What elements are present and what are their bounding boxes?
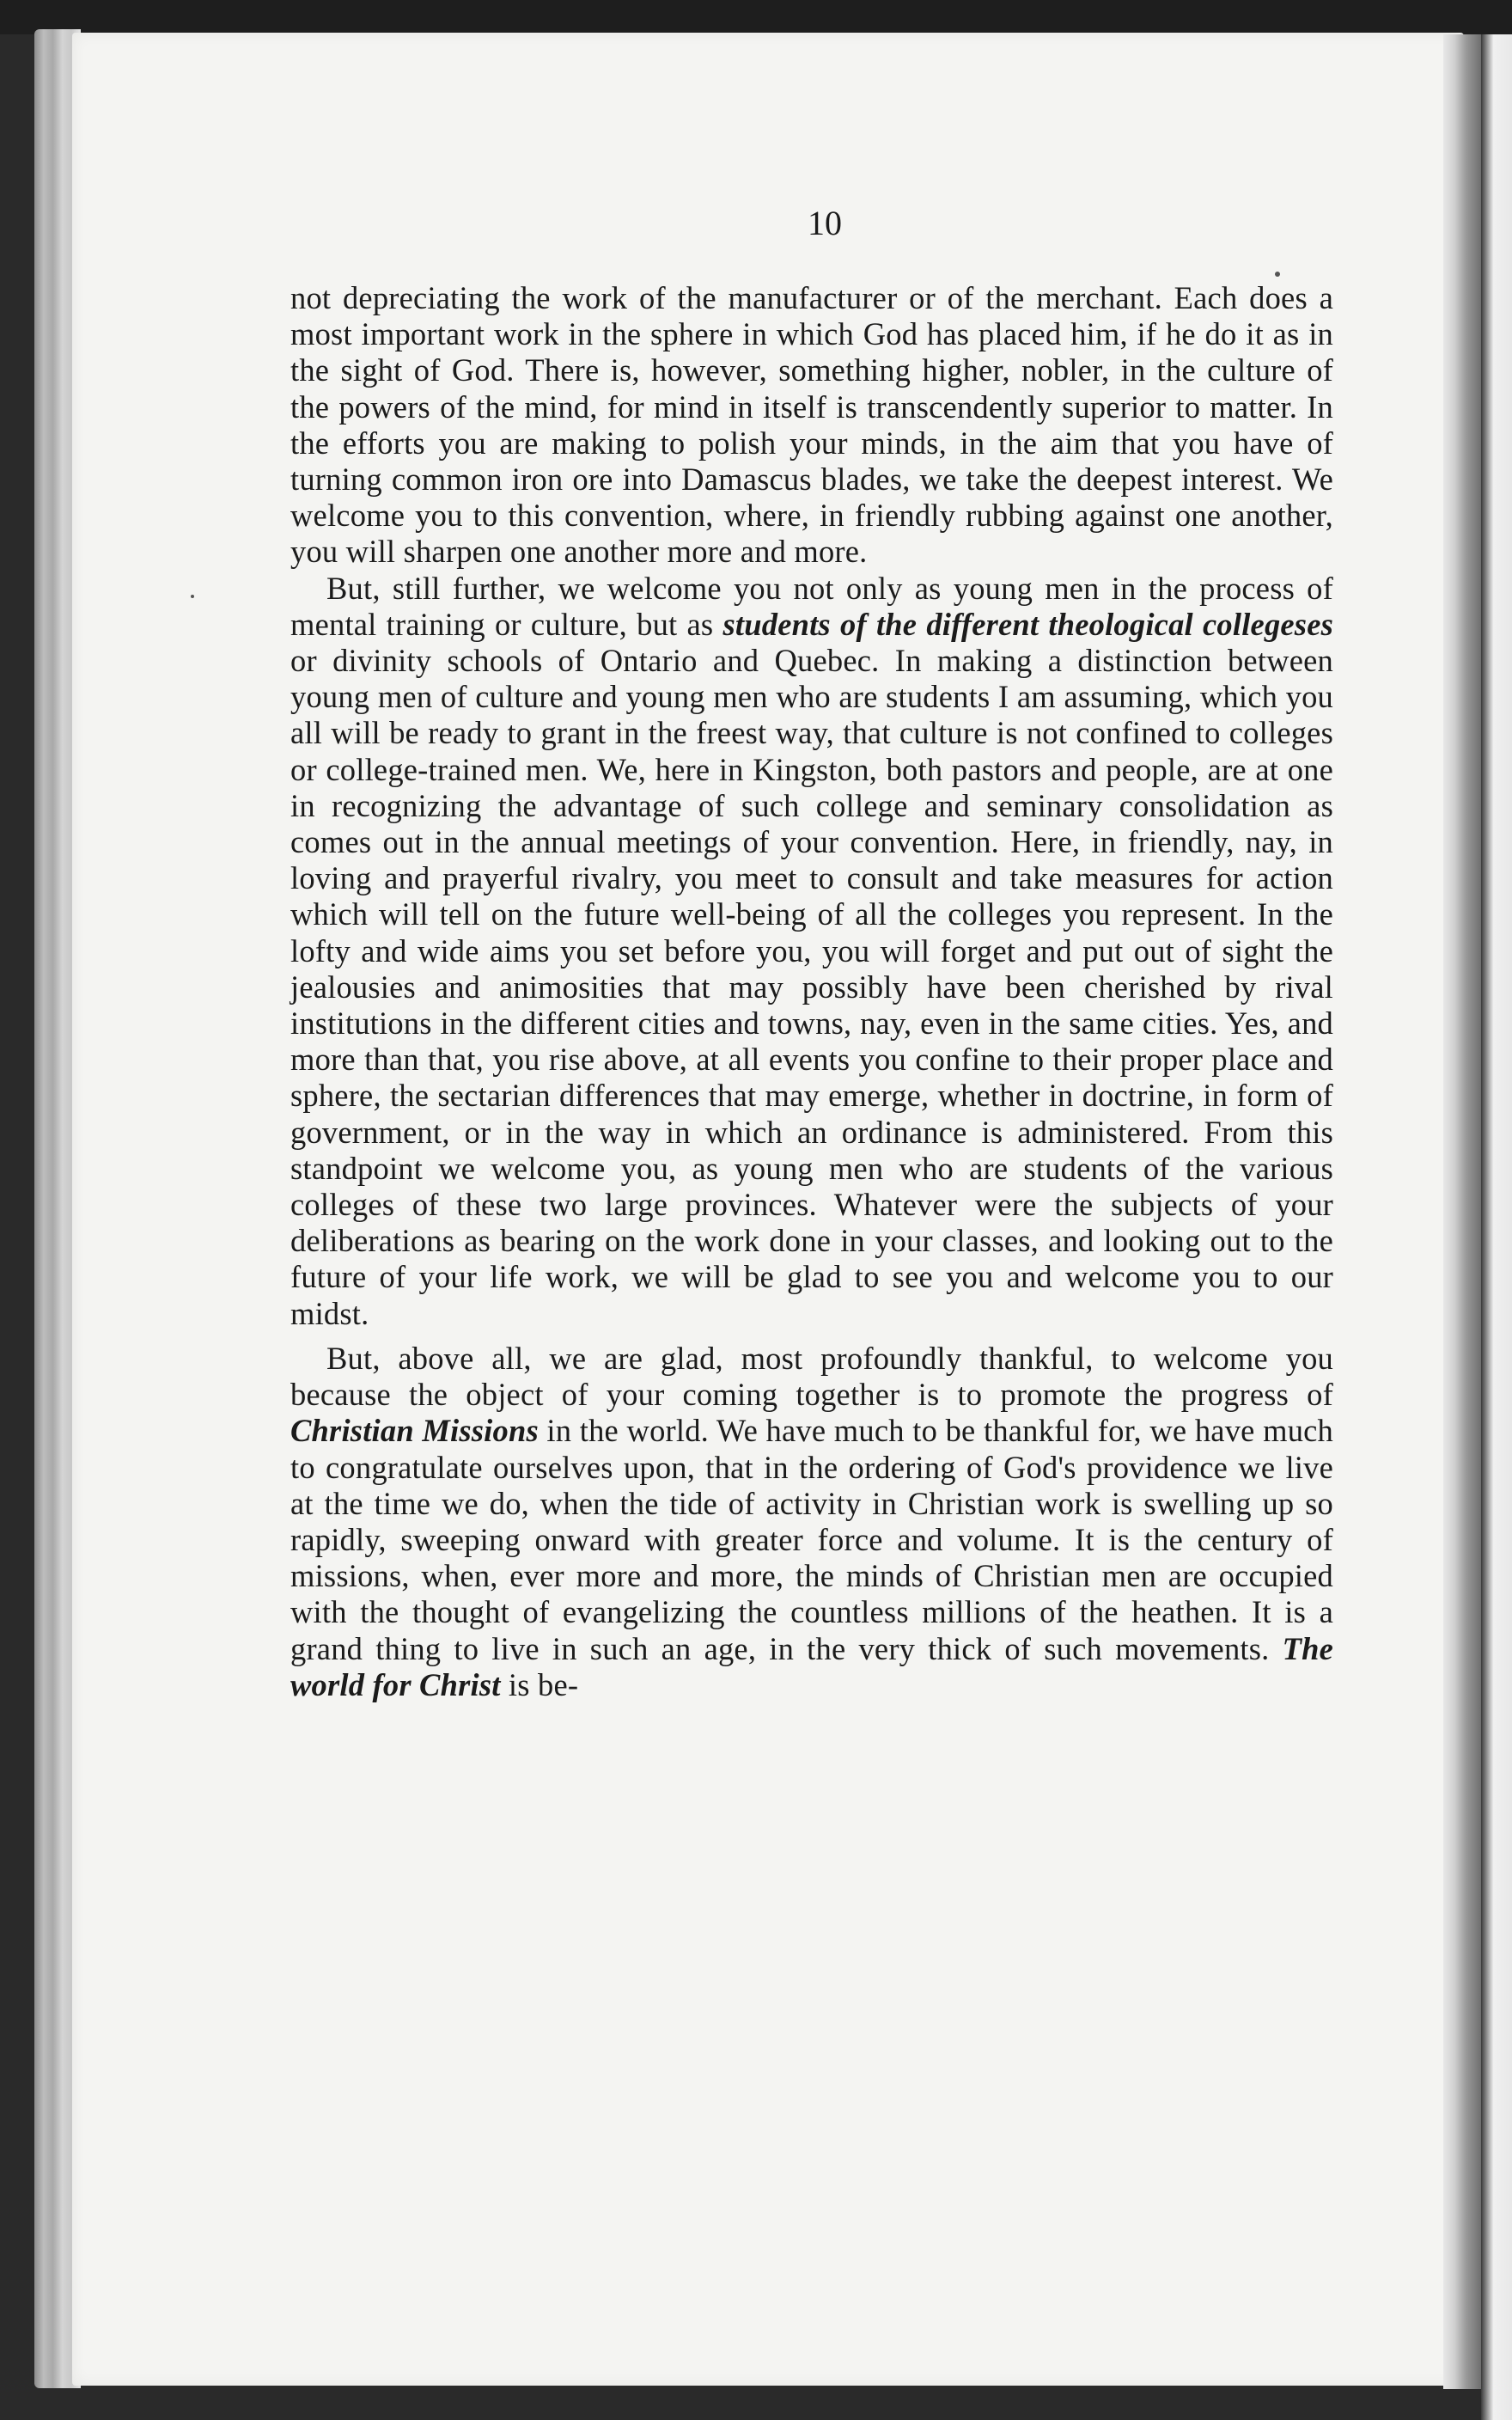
paragraph-3-italic-phrase-1: Christian Missions	[290, 1413, 539, 1449]
body-text	[290, 280, 1333, 1703]
paragraph-1-text: not depreciating the work of the manufacturer or of the merchant. Each does a most important work in the sphere in which God has placed him, if he do it as in the sight of God. There is, however, something higher, nobler, in the culture of the powers of the mind, for mind in itself is transcendently superior to matter. In the efforts you are making to polish your minds, in the aim that you have of turning common iron ore into Damascus blades, we take the deepest interest. We welcome you to this convention, where, in friendly rubbing against one another, you will sharpen one another more and more.	[290, 280, 1333, 570]
paragraph-3-text-c: is be-	[500, 1666, 579, 1702]
paragraph-2-text-b: or divinity schools of Ontario and Quebec. In making a distinction between young men of culture and young men who are students I am assuming, which you all will be ready to grant in the freest way, that culture is not confined to colleges or college-trained men. We, here in Kingston, both pastors and people, are at one in recognizing the advantage of such college and seminary consolidation as comes out in the annual meetings of your convention. Here, in friendly, nay, in loving and prayerful rivalry, you meet to consult and take measures for action which will tell on the future well-being of all the colleges you represent. In the lofty and wide aims you set before you, you will forget and put out of sight the jealousies and animosities that may possibly have been cherished by rival institutions in the different cities and towns, nay, even in the same cities. Yes, and more than that, you rise above, at all events you confine to their proper place and sphere, the sectarian differences that may emerge, whether in doctrine, in form of government, or in the way in which an ordinance is administered. From this standpoint we welcome you, as young men who are students of the various colleges of these two large provinces. Whatever were the subjects of your deliberations as bearing on the work done in your classes, and looking out to the future of your life work, we will be glad to see you and welcome you to our midst.	[290, 643, 1333, 1331]
paragraph-3-text-a: But, above all, we are glad, most profoundly thankful, to welcome you because the object of your coming together is to promote the progress of	[290, 1340, 1333, 1413]
paragraph-3-italic-phrase-2: The world for Christ	[290, 1630, 1333, 1702]
paragraph-3	[290, 1341, 1333, 1703]
paragraph-1	[290, 280, 1333, 571]
scanner-top-band	[0, 0, 1512, 34]
paragraph-2-text-a: But, still further, we welcome you not only as young men in the process of mental training or culture, but as	[290, 570, 1333, 642]
page-number: 10	[808, 204, 842, 242]
paragraph-2-italic-phrase: students of the different theological collegeses	[722, 606, 1334, 642]
paragraph-3-text-b: in the world. We have much to be thankful for, we have much to congratulate ourselves upon, that in the ordering of God's providence we live at the time we do, when the tide of activity in Christian work is swelling up so rapidly, sweeping onward with greater force and volume. It is the century of missions, when, ever more and more, the minds of Christian men are occupied with the thought of evangelizing the countless millions of the heathen. It is a grand thing to live in such an age, in the very thick of such movements.	[290, 1413, 1333, 1666]
paragraph-2	[290, 571, 1333, 1332]
dust-speck	[191, 595, 194, 598]
dust-speck	[1275, 272, 1280, 277]
right-page-edges	[1443, 34, 1481, 2389]
next-page-sliver	[1481, 34, 1512, 2420]
